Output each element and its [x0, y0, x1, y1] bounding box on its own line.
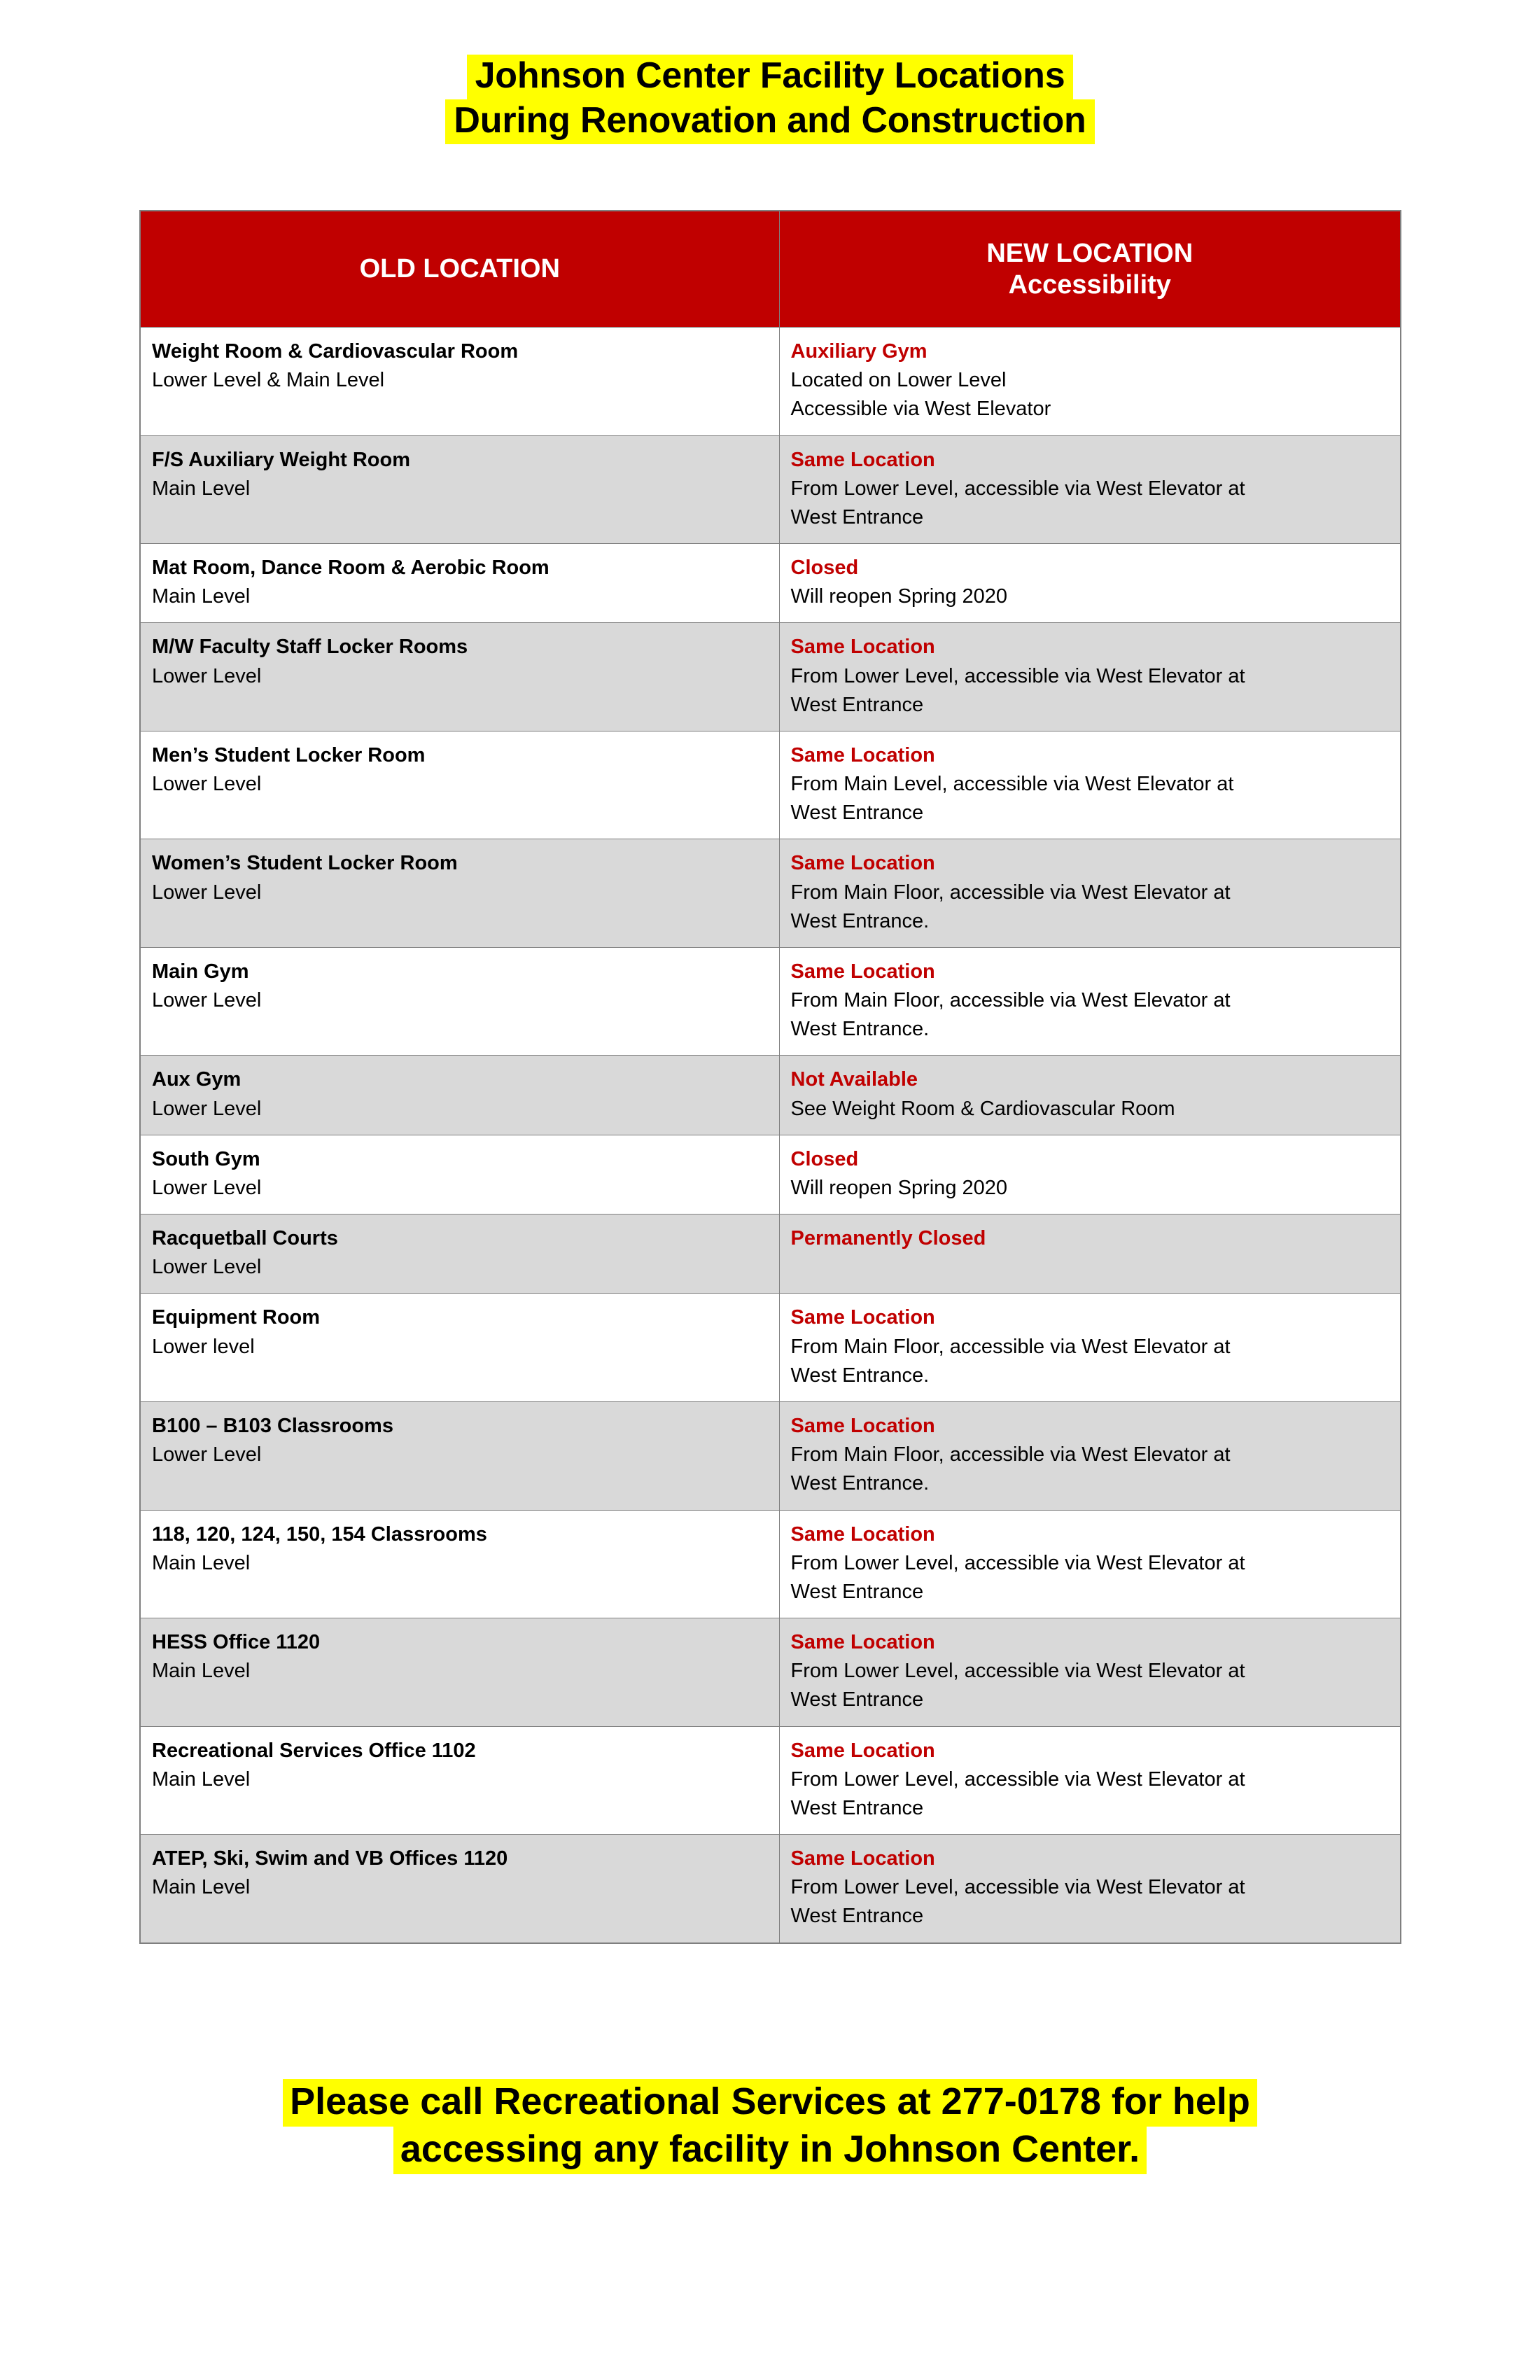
table-body	[140, 328, 1401, 1943]
table-row	[140, 544, 1401, 623]
new-location-detail-line-2: West Entrance.	[790, 1472, 930, 1495]
cell-old-location	[140, 1510, 779, 1618]
cell-new-location	[779, 544, 1401, 623]
new-location-detail-line-1: From Lower Level, accessible via West Elevator at	[790, 477, 1245, 500]
new-location-detail-line-1: From Main Floor, accessible via West Elevator at	[790, 1443, 1231, 1466]
old-location-name: Women’s Student Locker Room	[152, 852, 458, 875]
cell-old-location	[140, 1056, 779, 1135]
cell-new-location	[779, 1835, 1401, 1943]
new-location-detail-line-2: West Entrance.	[790, 1364, 930, 1387]
old-location-level: Lower Level	[152, 1443, 262, 1466]
new-location-detail-line-2: West Entrance	[790, 1580, 924, 1603]
new-location-detail-line-2: West Entrance	[790, 1796, 924, 1819]
table-row	[140, 1835, 1401, 1943]
old-location-level: Lower Level	[152, 1176, 262, 1199]
cell-old-location	[140, 731, 779, 839]
column-header-new-location	[779, 211, 1401, 328]
cell-old-location	[140, 1401, 779, 1510]
cell-old-location	[140, 1726, 779, 1835]
new-location-detail-line-1: Located on Lower Level	[790, 369, 1007, 392]
cell-old-location	[140, 1618, 779, 1727]
document-title	[0, 0, 1540, 144]
column-header-new-location-main: NEW LOCATION	[986, 238, 1194, 268]
old-location-name: Men’s Student Locker Room	[152, 743, 426, 766]
new-location-status: Same Location	[790, 1306, 935, 1329]
cell-old-location	[140, 623, 779, 732]
cell-old-location	[140, 1294, 779, 1402]
old-location-name: B100 – B103 Classrooms	[152, 1414, 393, 1437]
old-location-name: Recreational Services Office 1102	[152, 1739, 476, 1762]
old-location-name: Main Gym	[152, 960, 249, 983]
cell-new-location	[779, 1401, 1401, 1510]
table-row	[140, 1214, 1401, 1294]
table-row	[140, 1726, 1401, 1835]
old-location-level: Lower level	[152, 1335, 255, 1358]
cell-new-location	[779, 1726, 1401, 1835]
cell-new-location	[779, 1214, 1401, 1294]
old-location-level: Main Level	[152, 1768, 251, 1791]
old-location-level: Lower Level	[152, 989, 262, 1012]
new-location-detail-line-1: From Main Floor, accessible via West Elevator at	[790, 1335, 1231, 1358]
new-location-detail-line-1: Will reopen Spring 2020	[790, 585, 1008, 608]
cell-new-location	[779, 731, 1401, 839]
new-location-status: Same Location	[790, 448, 935, 471]
new-location-status: Auxiliary Gym	[790, 340, 927, 363]
footer-line-1: Please call Recreational Services at 277-0178 for help	[283, 2079, 1257, 2127]
new-location-status: Same Location	[790, 852, 935, 875]
new-location-detail-line-2: West Entrance	[790, 1905, 924, 1928]
new-location-status: Same Location	[790, 1739, 935, 1762]
old-location-name: Mat Room, Dance Room & Aerobic Room	[152, 556, 550, 580]
table-header	[140, 211, 1401, 328]
table-row	[140, 1294, 1401, 1402]
old-location-name: Weight Room & Cardiovascular Room	[152, 340, 519, 363]
old-location-name: 118, 120, 124, 150, 154 Classrooms	[152, 1522, 487, 1546]
table-row	[140, 1135, 1401, 1214]
table-row	[140, 1510, 1401, 1618]
table-row	[140, 1056, 1401, 1135]
old-location-name: F/S Auxiliary Weight Room	[152, 448, 410, 471]
old-location-level: Main Level	[152, 1551, 251, 1574]
table-header-row	[140, 211, 1401, 328]
new-location-detail-line-2: Accessible via West Elevator	[790, 398, 1051, 421]
cell-new-location	[779, 839, 1401, 948]
facility-locations-table	[139, 210, 1401, 1944]
cell-old-location	[140, 839, 779, 948]
column-header-old-location: OLD LOCATION	[140, 211, 779, 328]
old-location-name: M/W Faculty Staff Locker Rooms	[152, 636, 468, 659]
cell-old-location	[140, 947, 779, 1056]
old-location-level: Lower Level	[152, 664, 262, 687]
new-location-detail-line-1: Will reopen Spring 2020	[790, 1176, 1008, 1199]
new-location-detail-line-1: From Main Floor, accessible via West Elevator at	[790, 989, 1231, 1012]
new-location-detail-line-2: West Entrance.	[790, 909, 930, 932]
cell-old-location	[140, 435, 779, 544]
footer-line-2: accessing any facility in Johnson Center.	[393, 2127, 1147, 2174]
new-location-status: Same Location	[790, 960, 935, 983]
facility-locations-table-wrapper	[139, 210, 1400, 1944]
new-location-detail-line-1: See Weight Room & Cardiovascular Room	[790, 1097, 1175, 1120]
new-location-detail-line-1: From Lower Level, accessible via West Elevator at	[790, 664, 1245, 687]
cell-new-location	[779, 1135, 1401, 1214]
old-location-level: Lower Level	[152, 1256, 262, 1279]
old-location-name: South Gym	[152, 1147, 260, 1170]
table-row	[140, 328, 1401, 436]
new-location-status: Same Location	[790, 1631, 935, 1654]
old-location-name: Racquetball Courts	[152, 1227, 338, 1250]
table-row	[140, 1401, 1401, 1510]
old-location-level: Main Level	[152, 1876, 251, 1899]
title-line-2: During Renovation and Construction	[445, 99, 1094, 144]
old-location-level: Lower Level	[152, 773, 262, 796]
cell-new-location	[779, 947, 1401, 1056]
new-location-status: Closed	[790, 1147, 859, 1170]
cell-new-location	[779, 1056, 1401, 1135]
old-location-level: Lower Level	[152, 1097, 262, 1120]
new-location-detail-line-1: From Lower Level, accessible via West Elevator at	[790, 1660, 1245, 1683]
old-location-level: Lower Level	[152, 881, 262, 904]
cell-old-location	[140, 1135, 779, 1214]
table-row	[140, 947, 1401, 1056]
new-location-status: Same Location	[790, 1847, 935, 1870]
new-location-detail-line-1: From Lower Level, accessible via West Elevator at	[790, 1551, 1245, 1574]
new-location-detail-line-1: From Main Floor, accessible via West Elevator at	[790, 881, 1231, 904]
new-location-detail-line-2: West Entrance.	[790, 1018, 930, 1041]
old-location-level: Main Level	[152, 477, 251, 500]
new-location-status: Closed	[790, 556, 859, 580]
table-row	[140, 1618, 1401, 1727]
old-location-name: HESS Office 1120	[152, 1631, 321, 1654]
cell-new-location	[779, 1510, 1401, 1618]
cell-old-location	[140, 544, 779, 623]
new-location-status: Not Available	[790, 1068, 918, 1091]
old-location-level: Lower Level & Main Level	[152, 369, 385, 392]
new-location-status: Same Location	[790, 636, 935, 659]
new-location-detail-line-2: West Entrance	[790, 802, 924, 825]
new-location-status: Same Location	[790, 743, 935, 766]
new-location-detail-line-1: From Main Level, accessible via West Elevator at	[790, 773, 1234, 796]
old-location-name: Aux Gym	[152, 1068, 241, 1091]
new-location-status: Same Location	[790, 1522, 935, 1546]
new-location-detail-line-2: West Entrance	[790, 505, 924, 528]
cell-old-location	[140, 1835, 779, 1943]
cell-new-location	[779, 1618, 1401, 1727]
new-location-detail-line-2: West Entrance	[790, 1688, 924, 1712]
cell-old-location	[140, 328, 779, 436]
title-line-1: Johnson Center Facility Locations	[467, 55, 1074, 99]
old-location-level: Main Level	[152, 585, 251, 608]
column-header-new-location-sub: Accessibility	[1008, 270, 1171, 300]
new-location-status: Permanently Closed	[790, 1227, 986, 1250]
old-location-level: Main Level	[152, 1660, 251, 1683]
document-footer	[0, 2079, 1540, 2174]
new-location-status: Same Location	[790, 1414, 935, 1437]
old-location-name: ATEP, Ski, Swim and VB Offices 1120	[152, 1847, 508, 1870]
new-location-detail-line-2: West Entrance	[790, 693, 924, 716]
old-location-name: Equipment Room	[152, 1306, 321, 1329]
table-row	[140, 435, 1401, 544]
cell-new-location	[779, 1294, 1401, 1402]
cell-old-location	[140, 1214, 779, 1294]
cell-new-location	[779, 435, 1401, 544]
cell-new-location	[779, 623, 1401, 732]
table-row	[140, 623, 1401, 732]
table-row	[140, 731, 1401, 839]
new-location-detail-line-1: From Lower Level, accessible via West Elevator at	[790, 1876, 1245, 1899]
new-location-detail-line-1: From Lower Level, accessible via West Elevator at	[790, 1768, 1245, 1791]
cell-new-location	[779, 328, 1401, 436]
table-row	[140, 839, 1401, 948]
